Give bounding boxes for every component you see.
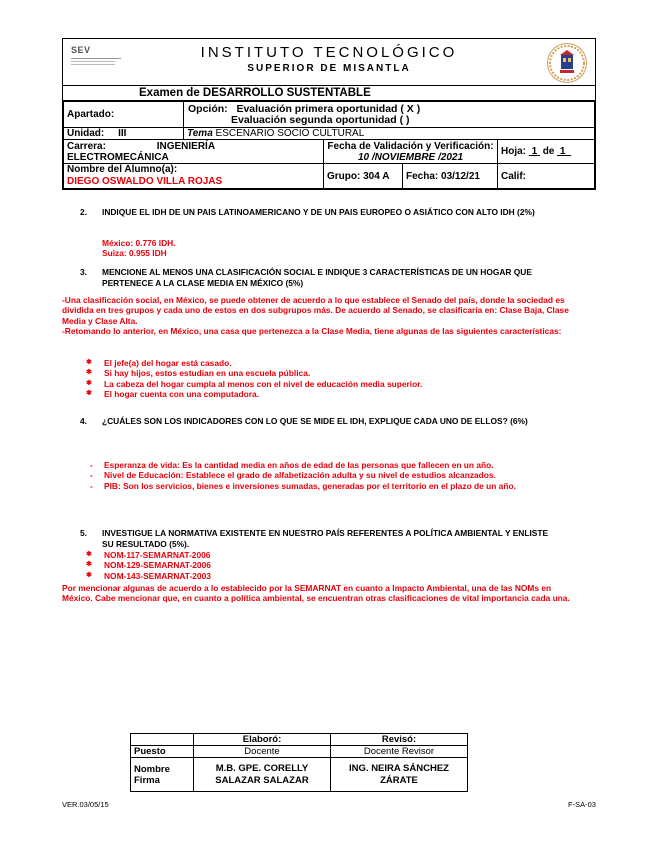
- question-4: 4. ¿CUÁLES SON LOS INDICADORES CON LO QUE SE MIDE EL IDH, EXPLIQUE CADA UNO DE ELLOS? (6%): [80, 416, 528, 426]
- institute-title: INSTITUTO TECNOLÓGICO: [200, 44, 458, 61]
- tema-cell: [184, 128, 595, 140]
- alumno-cell: Nombre del Alumno(a): DIEGO OSWALDO VILLA ROJAS: [64, 164, 324, 189]
- puesto-elaboro: Docente: [194, 746, 331, 758]
- q3-bullets: [86, 358, 423, 400]
- q2-answer: México: 0.776 IDH. Suiza: 0.955 IDH: [102, 238, 176, 259]
- elaboro-header: Elaboró:: [194, 734, 331, 746]
- apartado-label: Apartado:: [64, 102, 184, 128]
- unidad-cell: Unidad: III: [64, 128, 184, 140]
- opcion-label: Opción:: [188, 102, 228, 115]
- list-item: ✱ El hogar cuenta con una computadora.: [86, 389, 259, 400]
- nombre-firma-label: Nombre Firma: [131, 758, 194, 792]
- q3-answer: -Una clasificación social, en México, se puede obtener de acuerdo a lo que establece el Senado del país, donde la sociedad es dividida en tres grupos y cada uno de estos en dos subgrupos más. De acuerdo al Senado, se clasificaría en: Clase Baja, Clase Media y Clase Alta. -Retomando lo anterior, en México, una casa que pertenezca a la Clase Media, tiene algunas de las siguientes características:: [62, 295, 569, 337]
- puesto-reviso: Docente Revisor: [331, 746, 468, 758]
- question-2: 2. INDIQUE EL IDH DE UN PAIS LATINOAMERICANO Y DE UN PAIS EUROPEO O ASIÁTICO CON ALTO IDH (2%): [80, 207, 535, 217]
- list-item: - Esperanza de vida: Es la cantidad media en años de edad de las personas que fallecen en un año.: [90, 460, 494, 470]
- header-grid: [63, 101, 595, 189]
- exam-title: Examen de DESARROLLO SUSTENTABLE: [63, 86, 595, 101]
- carrera-cell: Carrera: INGENIERÍA ELECTROMECÁNICA: [64, 140, 324, 164]
- exam-header: [62, 38, 596, 190]
- alumno-name: DIEGO OSWALDO VILLA ROJAS: [67, 176, 223, 187]
- calif-cell: Calif:: [498, 164, 595, 189]
- question-3: 3. MENCIONE AL MENOS UNA CLASIFICACIÓN SOCIAL E INDIQUE 3 CARACTERÍSTICAS DE UN HOGAR QUE PERTENECE A LA CLASE MEDIA EN MÉXICO (5%): [80, 267, 532, 288]
- list-item: ✱ El jefe(a) del hogar está casado.: [86, 358, 232, 368]
- fecha-cell: Fecha: 03/12/21: [403, 164, 498, 189]
- list-item: ✱ NOM-117-SEMARNAT-2006: [86, 550, 211, 560]
- list-item: ✱ NOM-129-SEMARNAT-2006: [86, 560, 211, 571]
- reviso-header: Revisó:: [331, 734, 468, 746]
- institute-seal-icon: [547, 43, 587, 83]
- tema-label: Tema: [187, 128, 213, 139]
- q4-answer: [90, 460, 574, 491]
- institute-subtitle: SUPERIOR DE MISANTLA: [247, 63, 411, 74]
- institute-banner: [63, 39, 595, 86]
- puesto-label: Puesto: [131, 746, 194, 758]
- list-item: - PIB: Son los servicios, bienes e inversiones sumadas, generadas por el territorio en el plazo de un año.: [90, 480, 516, 491]
- opcion-first: Evaluación primera oportunidad ( X ): [236, 102, 421, 115]
- q5-bullets: [86, 550, 211, 581]
- list-item: ✱ NOM-143-SEMARNAT-2003: [86, 570, 211, 581]
- opcion-second: Evaluación segunda oportunidad ( ): [231, 113, 410, 126]
- tema-value: ESCENARIO SOCIO CULTURAL: [215, 128, 365, 139]
- grupo-cell: Grupo: 304 A: [324, 164, 403, 189]
- hoja-cell: Hoja: 1 de 1: [498, 140, 595, 164]
- form-code: F-SA-03: [568, 800, 596, 809]
- signature-table: [130, 733, 468, 792]
- unidad-value: III: [118, 128, 127, 139]
- opcion-cell: [184, 102, 595, 128]
- fecha-validacion-cell: Fecha de Validación y Verificación: 10 /NOVIEMBRE /2021: [324, 140, 498, 164]
- reviso-name: ING. NEIRA SÁNCHEZ ZÁRATE: [331, 758, 468, 792]
- list-item: ✱ Si hay hijos, estos estudian en una escuela pública.: [86, 368, 311, 379]
- q5-answer: Por mencionar algunas de acuerdo a lo establecido por la SEMARNAT en cuanto a Impacto Ambiental, una de las NOMs en México. Cabe mencionar que, en cuanto a política ambiental, se encuentran otras clasificaciones de vital importancia cada una.: [62, 583, 570, 604]
- question-5: 5. INVESTIGUE LA NORMATIVA EXISTENTE EN NUESTRO PAÍS REFERENTES A POLÍTICA AMBIENTAL Y ENLISTE SU RESULTADO (5%).: [80, 528, 549, 549]
- version-code: VER.03/05/15: [62, 800, 109, 809]
- elaboro-name: M.B. GPE. CORELLY SALAZAR SALAZAR: [194, 758, 331, 792]
- list-item: ✱ La cabeza del hogar cumpla al menos con el nivel de educación media superior.: [86, 378, 423, 389]
- sev-logo: SEV: [71, 45, 131, 79]
- list-item: - Nivel de Educación: Establece el grado de alfabetización adulta y su nivel de estudios alcanzados.: [90, 470, 496, 481]
